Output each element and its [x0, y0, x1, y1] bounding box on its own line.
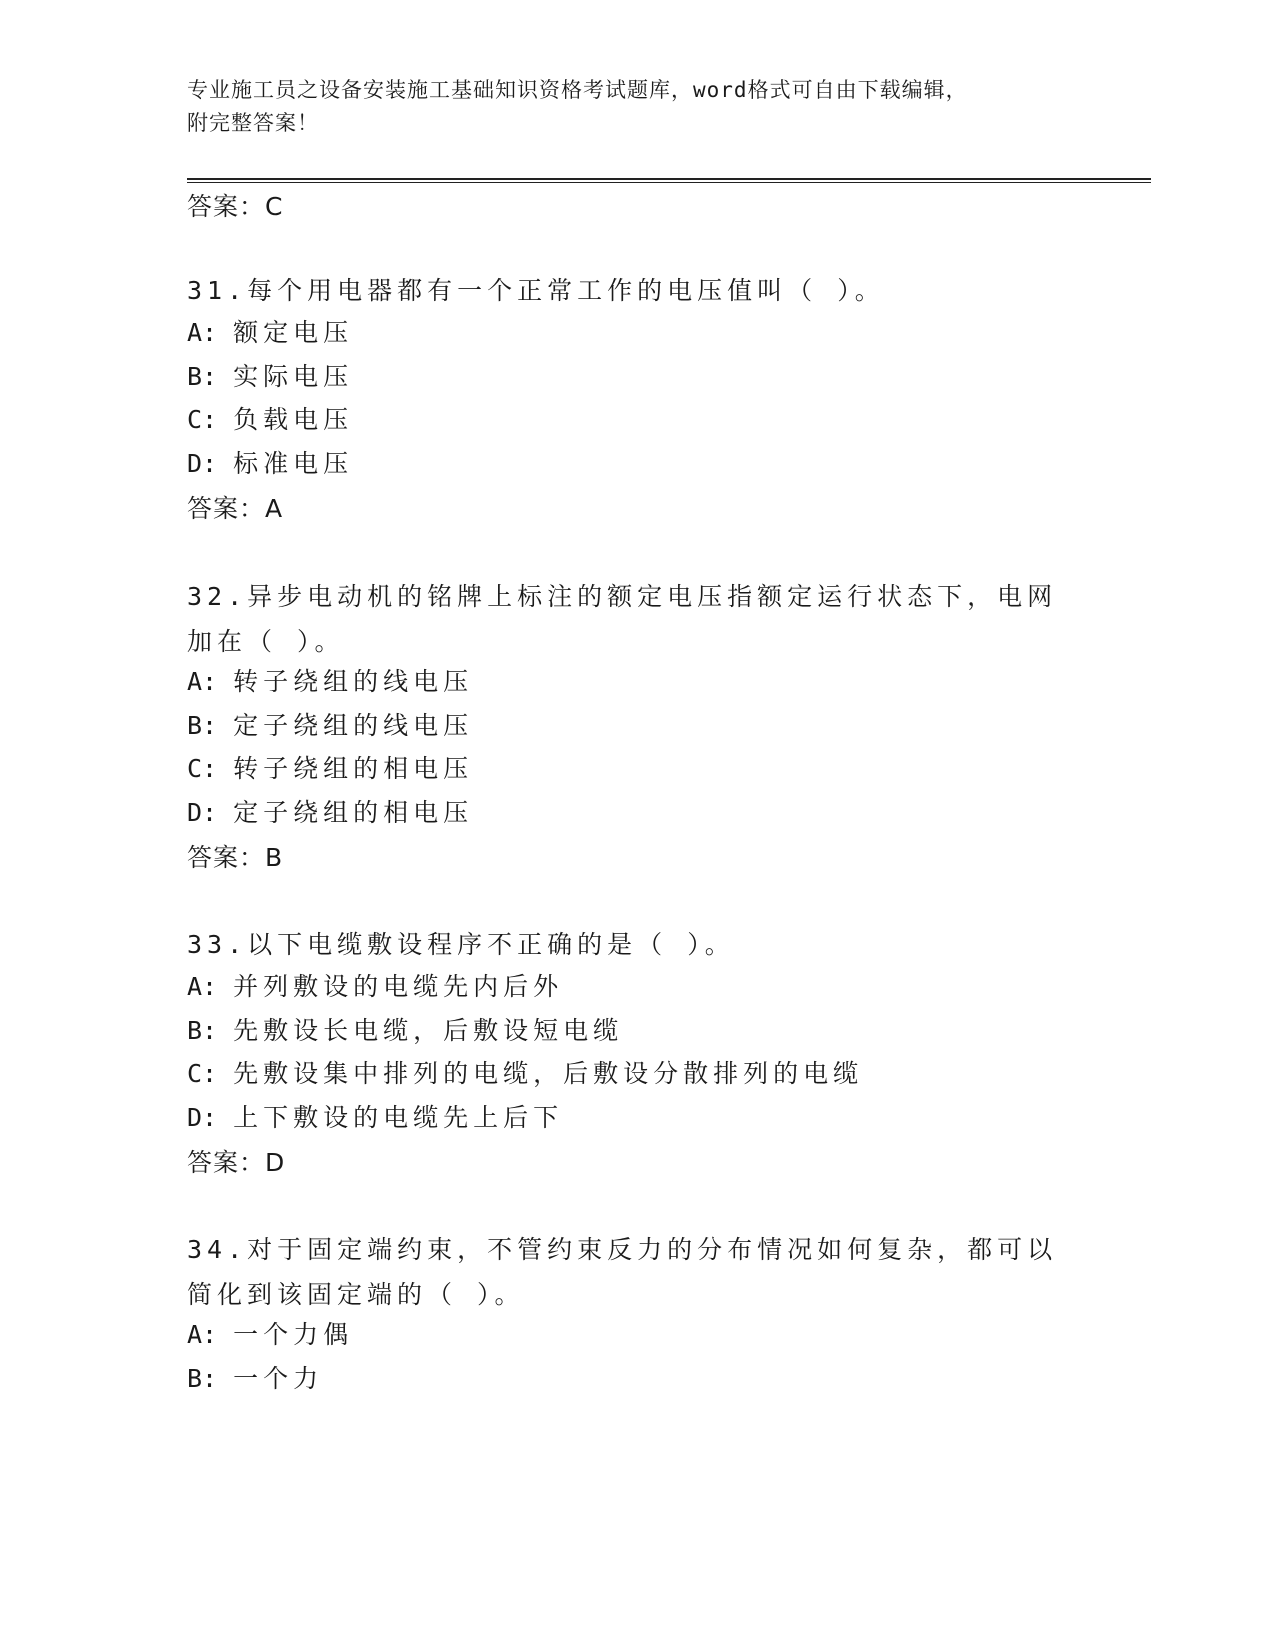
option-text: 并列敷设的电缆先内后外 [233, 972, 564, 1001]
option-text: 实际电压 [233, 362, 354, 391]
option-key: A: [187, 318, 218, 347]
header-rule-thick [187, 178, 1151, 180]
question-32-answer: 答案：B [187, 843, 284, 872]
option-text: 转子绕组的线电压 [233, 667, 474, 696]
option-key: D: [187, 1103, 218, 1132]
question-32-option-a [187, 667, 473, 697]
option-text: 一个力 [233, 1364, 324, 1393]
page-header [187, 74, 1087, 140]
option-text: 定子绕组的线电压 [233, 711, 474, 740]
question-34: 34.对于固定端约束，不管约束反力的分布情况如何复杂，都可以简化到该固定端的（ ）。 [187, 1235, 1058, 1309]
option-text: 一个力偶 [233, 1320, 354, 1349]
option-key: C: [187, 1059, 218, 1088]
option-text: 负载电压 [233, 405, 354, 434]
option-key: B: [187, 362, 218, 391]
question-33: 33.以下电缆敷设程序不正确的是（ ）。 [187, 930, 735, 959]
header-line-1: 专业施工员之设备安装施工基础知识资格考试题库，word格式可自由下载编辑， [187, 78, 968, 102]
option-key: C: [187, 754, 218, 783]
question-32-option-b [187, 711, 473, 741]
header-line-2: 附完整答案！ [187, 111, 319, 135]
question-33-option-a [187, 972, 563, 1002]
question-31-option-b [187, 362, 353, 392]
question-33-answer: 答案：D [187, 1148, 286, 1177]
question-32-option-c [187, 754, 473, 784]
question-34-option-b [187, 1364, 323, 1394]
option-key: B: [187, 1364, 218, 1393]
option-key: A: [187, 972, 218, 1001]
previous-answer: 答案：C [187, 192, 284, 221]
option-text: 先敷设长电缆，后敷设短电缆 [233, 1016, 624, 1045]
option-text: 先敷设集中排列的电缆，后敷设分散排列的电缆 [233, 1059, 864, 1088]
question-33-option-c [187, 1059, 863, 1089]
option-key: A: [187, 667, 218, 696]
option-key: B: [187, 711, 218, 740]
option-text: 标准电压 [233, 449, 354, 478]
option-text: 转子绕组的相电压 [233, 754, 474, 783]
question-31-option-a [187, 318, 353, 348]
option-key: A: [187, 1320, 218, 1349]
question-33-option-b [187, 1016, 623, 1046]
question-32: 32.异步电动机的铭牌上标注的额定电压指额定运行状态下，电网加在（ ）。 [187, 582, 1058, 656]
option-text: 定子绕组的相电压 [233, 798, 474, 827]
option-text: 上下敷设的电缆先上后下 [233, 1103, 564, 1132]
option-key: D: [187, 449, 218, 478]
question-31-option-d [187, 449, 353, 479]
header-rule-thin [187, 182, 1151, 183]
option-key: B: [187, 1016, 218, 1045]
question-32-option-d [187, 798, 473, 828]
option-text: 额定电压 [233, 318, 354, 347]
question-31: 31.每个用电器都有一个正常工作的电压值叫（ ）。 [187, 276, 885, 305]
option-key: D: [187, 798, 218, 827]
question-34-option-a [187, 1320, 353, 1350]
question-31-answer: 答案：A [187, 494, 284, 523]
question-33-option-d [187, 1103, 563, 1133]
question-31-option-c [187, 405, 353, 435]
option-key: C: [187, 405, 218, 434]
